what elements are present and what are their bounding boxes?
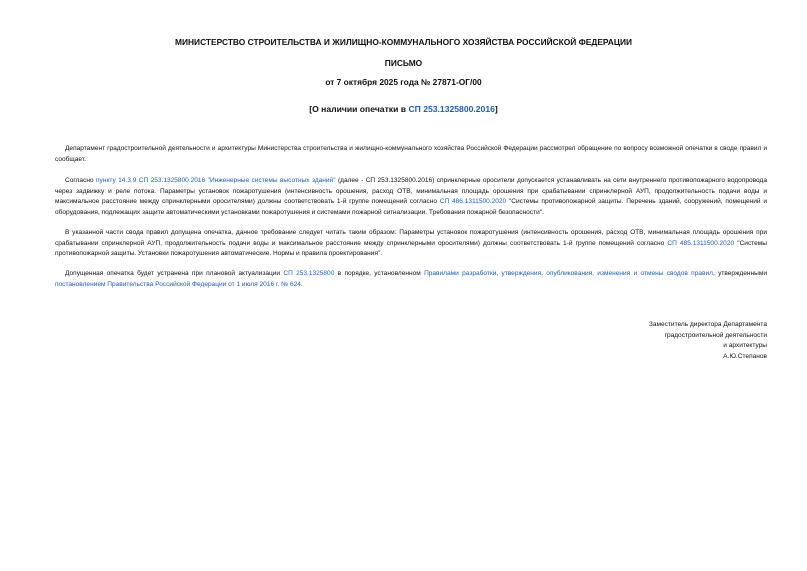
p2-text-3: (далее - СП 253.1325800.2016) спринклерные оросители допускается устанавливать на сети внутреннего противопожарного водопровода через задвижку и реле потока. Параметры установок пожаротушения (интенсивность орошения, расход ОТВ, минимальная площадь орошения при срабатывании спринклерной АУП, продолжительность подачи воды и максимальное расстояние между спринклерными оросителями) должны соответствовать 1-й группе помещений согласно [55,177,767,206]
signature-position-line-3: и архитектуры [723,342,767,350]
link-clause-14-3-9[interactable]: пункту 14.3.9 СП 253.1325800.2016 [96,177,206,184]
link-rules-of-standards[interactable]: Правилами разработки, утверждения, опубликования, изменения и отмены сводов правил [424,270,713,277]
signature-position-line-2: градостроительной деятельности [664,331,767,339]
p2-text-4: "Системы противопожарной защиты. Перечень зданий, сооружений, помещений и оборудования, подлежащих защите автоматическими установками пожаротушения и системами пожарной сигнализации. Требования пожарной безопасности". [55,198,767,216]
paragraph-intro: Департамент градостроительной деятельности и архитектуры Министерства строительства и жилищно-коммунального хозяйства Российской Федерации рассмотрел обращение по вопросу возможной опечатки в своде правил и сообщает. [55,145,767,163]
document-subject [0,104,807,114]
link-high-rise-systems[interactable]: "Инженерные системы высотных зданий" [207,177,336,184]
ministry-title: МИНИСТЕРСТВО СТРОИТЕЛЬСТВА И ЖИЛИЩНО-КОММУНАЛЬНОГО ХОЗЯЙСТВА РОССИЙСКОЙ ФЕДЕРАЦИИ [175,37,632,47]
signature-position-line-1: Заместитель директора Департамента [648,321,767,328]
p3-text-1: В указанной части свода правил допущена опечатка, данное требование следует читать таким образом: Параметры установок пожаротушения (интенсивность орошения, расход ОТВ, минимальная площадь орошения при срабатывании спринклерной АУП, продолжительность подачи воды и максимальное расстояние между спринклерными оросителями) должны соответствовать 1-й группе помещений согласно [55,229,767,247]
p4-text-3: , утвержденными [712,270,767,277]
document-type: ПИСЬМО [384,58,423,68]
paragraph-fix-plan [55,269,767,290]
subject-suffix: ] [494,104,498,114]
paragraph-requirement [55,176,767,218]
p2-text-1: Согласно [65,177,97,184]
link-sp485[interactable]: СП 485.1311500.2020 [667,239,735,247]
signatory-name: А.Ю.Степанов [723,352,767,360]
p4-text-4: . [300,280,303,288]
link-sp486[interactable]: СП 486.1311500.2020 [439,198,507,206]
p4-text-2: в порядке, установленном [334,270,425,277]
subject-prefix: [О наличии опечатки в [309,104,409,114]
p3-text-2: "Системы противопожарной защиты. Установки пожаротушения автоматические. Нормы и правила проектирования". [55,239,767,258]
document-date-number: от 7 октября 2025 года № 27871-ОГ/00 [325,77,482,87]
p4-text-1: Допущенная опечатка будет устранена при плановой актуализации [65,270,284,277]
link-sp253[interactable]: СП 253.1325800 [283,270,335,277]
paragraph-correction [55,228,767,260]
subject-link-sp253[interactable]: СП 253.1325800.2016 [408,104,495,114]
link-government-resolution-624[interactable]: постановлением Правительства Российской Федерации от 1 июля 2016 г. № 624 [55,280,301,288]
signature-block [649,320,767,362]
